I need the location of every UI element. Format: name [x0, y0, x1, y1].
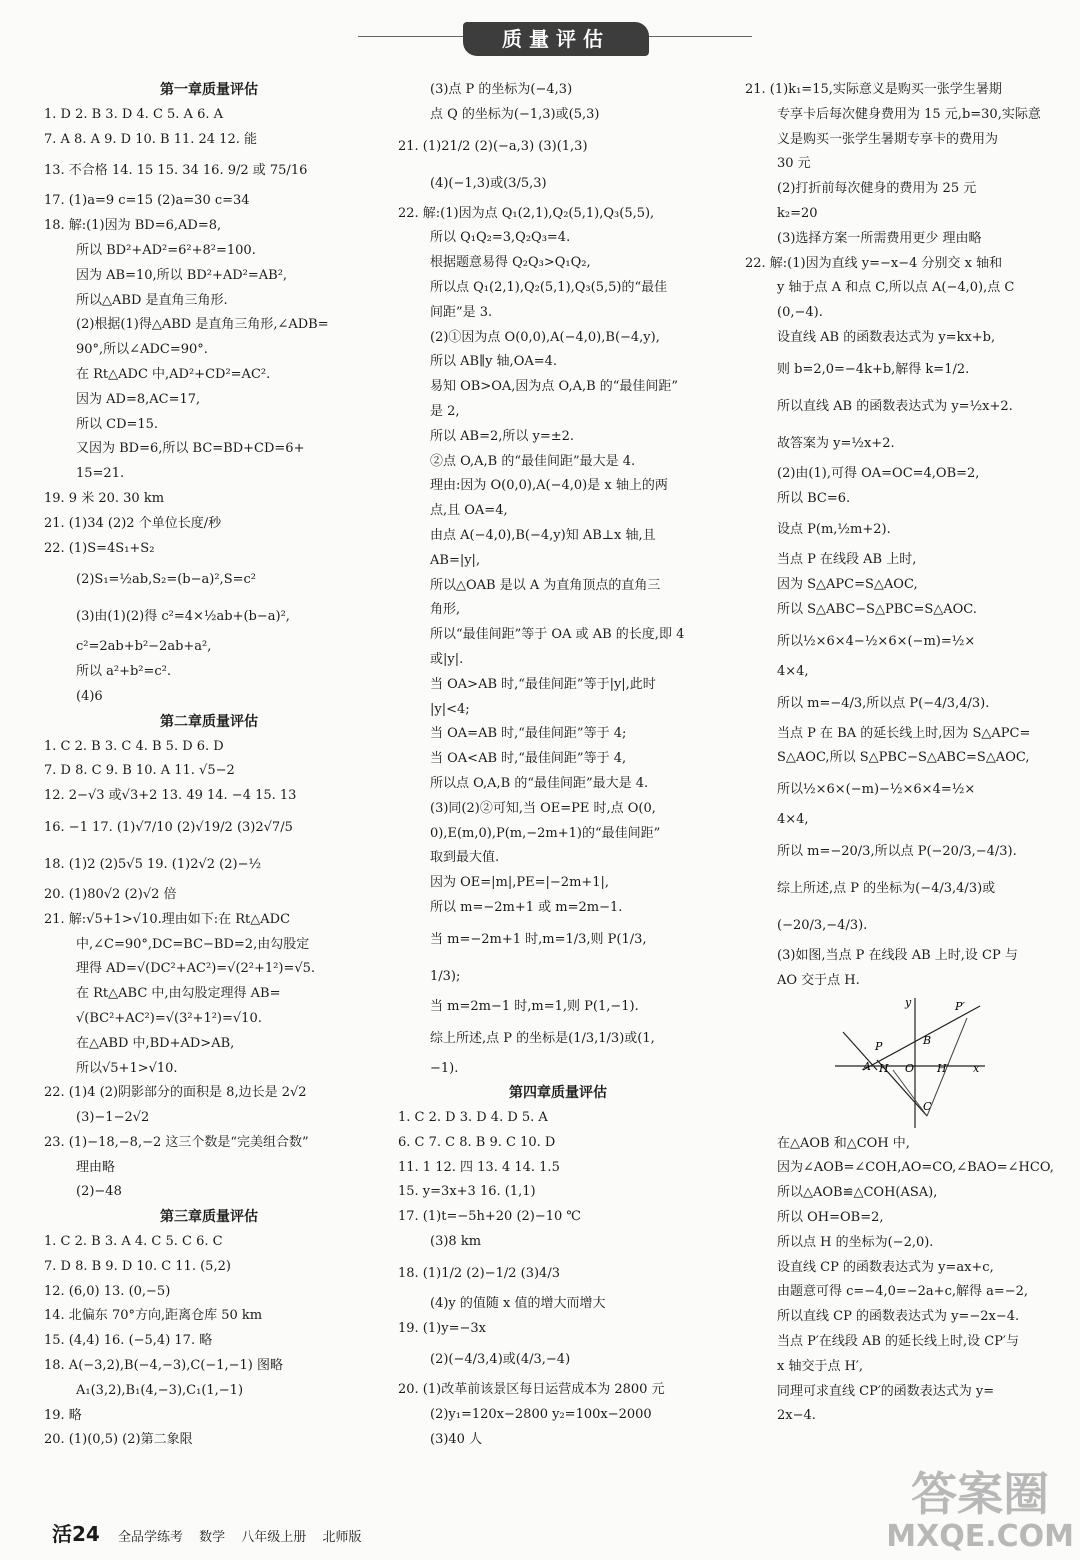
answer-line: c²=2ab+b²−2ab+a²,: [76, 639, 212, 655]
line-ac: [843, 1032, 877, 1070]
answer-line: 所以½×6×(−m)−½×6×4=½×: [777, 782, 976, 798]
figure-label: x: [973, 1061, 980, 1075]
answer-line: 17. (1)t=−5h+20 (2)−10 ℃: [398, 1209, 581, 1225]
answer-line: 19. 略: [44, 1407, 82, 1423]
figure-label: H: [879, 1061, 889, 1075]
answer-line: 又因为 BD=6,所以 BC=BD+CD=6+: [76, 441, 305, 457]
answer-line: 设直线 CP 的函数表达式为 y=ax+c,: [777, 1259, 994, 1275]
answer-line: 21. (1)k₁=15,实际意义是购买一张学生暑期: [745, 82, 1002, 97]
answer-line: y 轴于点 A 和点 C,所以点 A(−4,0),点 C: [777, 280, 1015, 296]
answer-line: 理得 AD=√(DC²+AC²)=√(2²+1²)=√5.: [76, 961, 316, 977]
answer-line: 7. D 8. B 9. D 10. C 11. (5,2): [44, 1258, 231, 1274]
answer-line: (3)同(2)②可知,当 OE=PE 时,点 O(0,: [430, 800, 656, 816]
section-heading: 第一章质量评估: [160, 82, 258, 98]
answer-line: 当点 P 在线段 AB 上时,: [777, 552, 917, 568]
grade: 八年级上册: [241, 1530, 307, 1545]
answer-line: 20. (1)改革前该景区每日运营成本为 2800 元: [398, 1382, 665, 1398]
edition: 北师版: [322, 1530, 362, 1545]
answer-line: 22. 解:(1)因为点 Q₁(2,1),Q₂(5,1),Q₃(5,5),: [398, 205, 655, 221]
watermark: [886, 1468, 1074, 1554]
answer-line: 21. (1)34 (2)2 个单位长度/秒: [44, 515, 222, 531]
answer-line: 15=21.: [76, 466, 125, 482]
answer-line: 30 元: [777, 156, 811, 172]
answer-line: 所以 Q₁Q₂=3,Q₂Q₃=4.: [430, 230, 571, 246]
answer-line: (3)由(1)(2)得 c²=4×½ab+(b−a)²,: [76, 609, 290, 625]
answer-line: 理由略: [76, 1159, 116, 1175]
page-title: 质量评估: [463, 22, 649, 56]
answer-line: (4)y 的值随 x 值的增大而增大: [430, 1295, 606, 1311]
answer-line: 22. 解:(1)因为直线 y=−x−4 分别交 x 轴和: [745, 255, 1003, 271]
answer-line: 所以√5+1>√10.: [76, 1060, 178, 1076]
figure-label: P′: [955, 999, 965, 1013]
answer-line: 17. (1)a=9 c=15 (2)a=30 c=34: [44, 193, 250, 209]
answer-line: 1. C 2. B 3. A 4. C 5. C 6. C: [44, 1234, 223, 1250]
answer-line: (2)由(1),可得 OA=OC=4,OB=2,: [777, 465, 980, 481]
answer-line: 所以 a²+b²=c².: [76, 664, 172, 680]
answer-line: 当 m=−2m+1 时,m=1/3,则 P(1/3,: [430, 931, 647, 947]
answer-line: 所以△ABD 是直角三角形.: [76, 292, 228, 308]
answer-line: 所以△OAB 是以 A 为直角顶点的直角三: [430, 577, 661, 593]
answer-line: 18. 解:(1)因为 BD=6,AD=8,: [44, 218, 222, 234]
column-right: [745, 78, 1075, 1429]
answer-line: k₂=20: [777, 205, 818, 221]
answer-line: 18. (1)2 (2)5√5 19. (1)2√2 (2)−½: [44, 856, 262, 872]
answer-line: 当点 P′在线段 AB 的延长线上时,设 CP′与: [777, 1333, 1019, 1349]
answer-line: 设直线 AB 的函数表达式为 y=kx+b,: [777, 329, 996, 345]
section-heading: 第三章质量评估: [160, 1209, 258, 1226]
answer-line: 所以 AB=2,所以 y=±2.: [430, 428, 575, 444]
answer-line: 在△AOB 和△COH 中,: [777, 1135, 910, 1151]
answer-line: √(BC²+AC²)=√(3²+1²)=√10.: [76, 1010, 262, 1026]
answer-line: S△AOC,所以 S△PBC−S△ABC=S△AOC,: [777, 750, 1030, 766]
answer-line: 12. 2−√3 或√3+2 13. 49 14. −4 15. 13: [44, 788, 297, 804]
answer-line: 20. (1)80√2 (2)√2 倍: [44, 886, 177, 902]
answer-line: 7. D 8. C 9. B 10. A 11. √5−2: [44, 763, 235, 779]
answer-line: 18. (1)1/2 (2)−1/2 (3)4/3: [398, 1265, 560, 1281]
answer-line: 由点 A(−4,0),B(−4,y)知 AB⊥x 轴,且: [430, 527, 656, 543]
answer-line: 在△ABD 中,BD+AD>AB,: [76, 1035, 235, 1051]
answer-line: 21. 解:√5+1>√10.理由如下:在 Rt△ADC: [44, 911, 291, 927]
answer-line: 所以点 Q₁(2,1),Q₂(5,1),Q₃(5,5)的“最佳: [430, 279, 668, 295]
answer-line: 根据题意易得 Q₂Q₃>Q₁Q₂,: [430, 255, 591, 271]
answer-line: 点,且 OA=4,: [430, 503, 508, 519]
footer: [52, 1518, 373, 1547]
line-ch: [893, 1070, 927, 1116]
page-number: 活24: [52, 1522, 100, 1546]
answer-line: (3)40 人: [430, 1432, 483, 1448]
answer-line: x 轴交于点 H′,: [777, 1358, 864, 1374]
answer-line: 所以 m=−20/3,所以点 P(−20/3,−4/3).: [777, 843, 1017, 859]
answer-line: 当点 P 在 BA 的延长线上时,因为 S△APC=: [777, 725, 1031, 741]
answer-line: 19. 9 米 20. 30 km: [44, 490, 165, 506]
answer-line: 则 b=2,0=−4k+b,解得 k=1/2.: [777, 361, 970, 377]
answer-line: 90°,所以∠ADC=90°.: [76, 342, 208, 358]
subject: 数学: [199, 1530, 226, 1545]
answer-line: 15. (4,4) 16. (−5,4) 17. 略: [44, 1333, 213, 1349]
answer-line: A₁(3,2),B₁(4,−3),C₁(1,−1): [76, 1382, 244, 1398]
answer-line: 角形,: [430, 602, 461, 618]
answer-line: 所以“最佳间距”等于 OA 或 AB 的长度,即 4: [430, 627, 685, 643]
answer-line: 故答案为 y=½x+2.: [777, 435, 895, 451]
answer-line: ②点 O,A,B 的“最佳间距”最大是 4.: [430, 453, 636, 469]
figure-label: B: [923, 1033, 932, 1047]
answer-line: (2)(−4/3,4)或(4/3,−4): [430, 1352, 571, 1368]
answer-line: 11. 1 12. 四 13. 4 14. 1.5: [398, 1159, 560, 1175]
answer-line: 当 m=2m−1 时,m=1,则 P(1,−1).: [430, 998, 639, 1014]
answer-line: 设点 P(m,½m+2).: [777, 522, 891, 538]
answer-line: 所以△AOB≌△COH(ASA),: [777, 1185, 938, 1201]
answer-line: 所以 CD=15.: [76, 416, 159, 432]
answer-line: 22. (1)4 (2)阴影部分的面积是 8,边长是 2√2: [44, 1085, 307, 1101]
answer-line: 在 Rt△ADC 中,AD²+CD²=AC².: [76, 366, 271, 382]
answer-line: 0),E(m,0),P(m,−2m+1)的“最佳间距”: [430, 825, 661, 841]
answer-line: (2)①因为点 O(0,0),A(−4,0),B(−4,y),: [430, 329, 660, 345]
answer-line: 因为 AB=10,所以 BD²+AD²=AB²,: [76, 267, 288, 283]
coordinate-figure: [835, 998, 985, 1128]
answer-line: 所以 AB∥y 轴,OA=4.: [430, 354, 558, 370]
answer-line: 所以直线 CP 的函数表达式为 y=−2x−4.: [777, 1309, 1020, 1325]
answer-line: 因为∠AOB=∠COH,AO=CO,∠BAO=∠HCO,: [777, 1160, 1054, 1176]
answer-line: (3)选择方案一所需费用更少 理由略: [777, 230, 982, 246]
answer-line: 间距”是 3.: [430, 304, 493, 320]
column-left: [44, 78, 374, 1453]
figure-label: O: [905, 1061, 915, 1075]
answer-line: 专享卡后每次健身费用为 15 元,b=30,实际意: [777, 106, 1041, 122]
answer-line: 当 OA<AB 时,“最佳间距”等于 4,: [430, 751, 627, 767]
answer-line: |y|<4;: [430, 701, 470, 717]
answer-line: 18. A(−3,2),B(−4,−3),C(−1,−1) 图略: [44, 1358, 284, 1374]
answer-line: 1. C 2. B 3. C 4. B 5. D 6. D: [44, 738, 224, 754]
answer-line: (3)−1−2√2: [76, 1110, 150, 1126]
answer-line: 所以点 O,A,B 的“最佳间距”最大是 4.: [430, 775, 649, 791]
answer-line: 同理可求直线 CP′的函数表达式为 y=: [777, 1383, 995, 1399]
column-middle: [398, 78, 718, 1453]
answer-line: (0,−4).: [777, 305, 823, 321]
answer-line: 因为 AD=8,AC=17,: [76, 391, 201, 407]
answer-line: 7. A 8. A 9. D 10. B 11. 24 12. 能: [44, 131, 257, 147]
answer-line: 1. C 2. D 3. D 4. D 5. A: [398, 1110, 548, 1126]
answer-line: (3)8 km: [430, 1234, 482, 1250]
answer-line: 因为 OE=|m|,PE=|−2m+1|,: [430, 875, 610, 891]
watermark-url: MXQE.COM: [886, 1519, 1074, 1554]
figure-label: A: [863, 1059, 871, 1073]
answer-line: 所以 BC=6.: [777, 490, 851, 506]
answer-line: (4)6: [76, 688, 103, 704]
answer-line: 所以 OH=OB=2,: [777, 1209, 884, 1225]
answer-line: 由题意可得 c=−4,0=−2a+c,解得 a=−2,: [777, 1284, 1029, 1300]
answer-line: (4)(−1,3)或(3/5,3): [430, 175, 547, 191]
answer-line: 15. y=3x+3 16. (1,1): [398, 1184, 536, 1200]
line-ab-extended: [863, 1006, 980, 1070]
answer-line: 当 OA>AB 时,“最佳间距”等于|y|,此时: [430, 676, 656, 692]
section-heading: 第二章质量评估: [160, 713, 258, 730]
answer-line: (2)根据(1)得△ABD 是直角三角形,∠ADB=: [76, 317, 329, 333]
figure-label: P: [875, 1039, 883, 1053]
figure-label: y: [905, 997, 912, 1009]
answer-line: 6. C 7. C 8. B 9. C 10. D: [398, 1134, 556, 1150]
answer-line: 理由:因为 O(0,0),A(−4,0)是 x 轴上的两: [430, 478, 668, 494]
answer-line: 13. 不合格 14. 15 15. 34 16. 9/2 或 75/16: [44, 163, 308, 179]
answer-line: 取到最大值.: [430, 850, 500, 866]
answer-line: (−20/3,−4/3).: [777, 917, 868, 933]
answer-line: 2x−4.: [777, 1408, 816, 1424]
figure-label: H′: [937, 1061, 950, 1075]
answer-line: 1. D 2. B 3. D 4. C 5. A 6. A: [44, 106, 223, 122]
answer-line: 19. (1)y=−3x: [398, 1320, 486, 1336]
answer-line: 是 2,: [430, 403, 460, 419]
answer-line: 所以 BD²+AD²=6²+8²=100.: [76, 242, 256, 258]
answer-line: 所以直线 AB 的函数表达式为 y=½x+2.: [777, 398, 1013, 414]
answer-line: (3)如图,当点 P 在线段 AB 上时,设 CP 与: [777, 947, 1018, 963]
answer-line: 22. (1)S=4S₁+S₂: [44, 540, 155, 556]
answer-line: 因为 S△APC=S△AOC,: [777, 577, 918, 593]
answer-line: 4×4,: [777, 663, 809, 679]
answer-line: 综上所述,点 P 的坐标为(−4/3,4/3)或: [777, 880, 996, 896]
book-name: 全品学练考: [117, 1530, 183, 1545]
answer-line: (2)打折前每次健身的费用为 25 元: [777, 181, 977, 197]
answer-line: (2)−48: [76, 1184, 122, 1200]
answer-line: 易知 OB>OA,因为点 O,A,B 的“最佳间距”: [430, 379, 679, 395]
answer-line: 中,∠C=90°,DC=BC−BD=2,由勾股定: [76, 936, 310, 952]
answer-line: 当 OA=AB 时,“最佳间距”等于 4;: [430, 726, 627, 742]
answer-line: 所以 S△ABC−S△PBC=S△AOC.: [777, 601, 977, 617]
answer-line: 点 Q 的坐标为(−1,3)或(5,3): [430, 106, 600, 122]
answer-line: 1/3);: [430, 968, 461, 984]
answer-line: 义是购买一张学生暑期专享卡的费用为: [777, 131, 999, 147]
watermark-logo: 答案圈: [911, 1467, 1050, 1521]
answer-line: 所以½×6×4−½×6×(−m)=½×: [777, 633, 976, 649]
answer-line: 在 Rt△ABC 中,由勾股定理得 AB=: [76, 986, 281, 1002]
answer-line: AB=|y|,: [430, 552, 481, 568]
answer-line: 21. (1)21/2 (2)(−a,3) (3)(1,3): [398, 138, 588, 154]
answer-line: (2)y₁=120x−2800 y₂=100x−2000: [430, 1407, 652, 1423]
answer-line: AO 交于点 H.: [777, 972, 860, 988]
answer-line: 16. −1 17. (1)√7/10 (2)√19/2 (3)2√7/5: [44, 819, 293, 835]
answer-line: 或|y|.: [430, 651, 464, 667]
figure-label: C: [923, 1099, 932, 1113]
answer-line: 14. 北偏东 70°方向,距离仓库 50 km: [44, 1308, 263, 1324]
answer-line: 综上所述,点 P 的坐标是(1/3,1/3)或(1,: [430, 1030, 655, 1046]
answer-line: 12. (6,0) 13. (0,−5): [44, 1283, 171, 1299]
answer-line: (3)点 P 的坐标为(−4,3): [430, 82, 573, 97]
answer-line: −1).: [430, 1060, 459, 1076]
answer-line: 所以 m=−2m+1 或 m=2m−1.: [430, 899, 623, 915]
answer-line: (2)S₁=½ab,S₂=(b−a)²,S=c²: [76, 572, 256, 588]
answer-line: 4×4,: [777, 812, 809, 828]
section-heading: 第四章质量评估: [509, 1085, 607, 1102]
answer-line: 所以点 H 的坐标为(−2,0).: [777, 1234, 934, 1250]
answer-line: 所以 m=−4/3,所以点 P(−4/3,4/3).: [777, 695, 990, 711]
answer-line: 20. (1)(0,5) (2)第二象限: [44, 1432, 193, 1448]
answer-line: 23. (1)−18,−8,−2 这三个数是“完美组合数”: [44, 1134, 309, 1150]
